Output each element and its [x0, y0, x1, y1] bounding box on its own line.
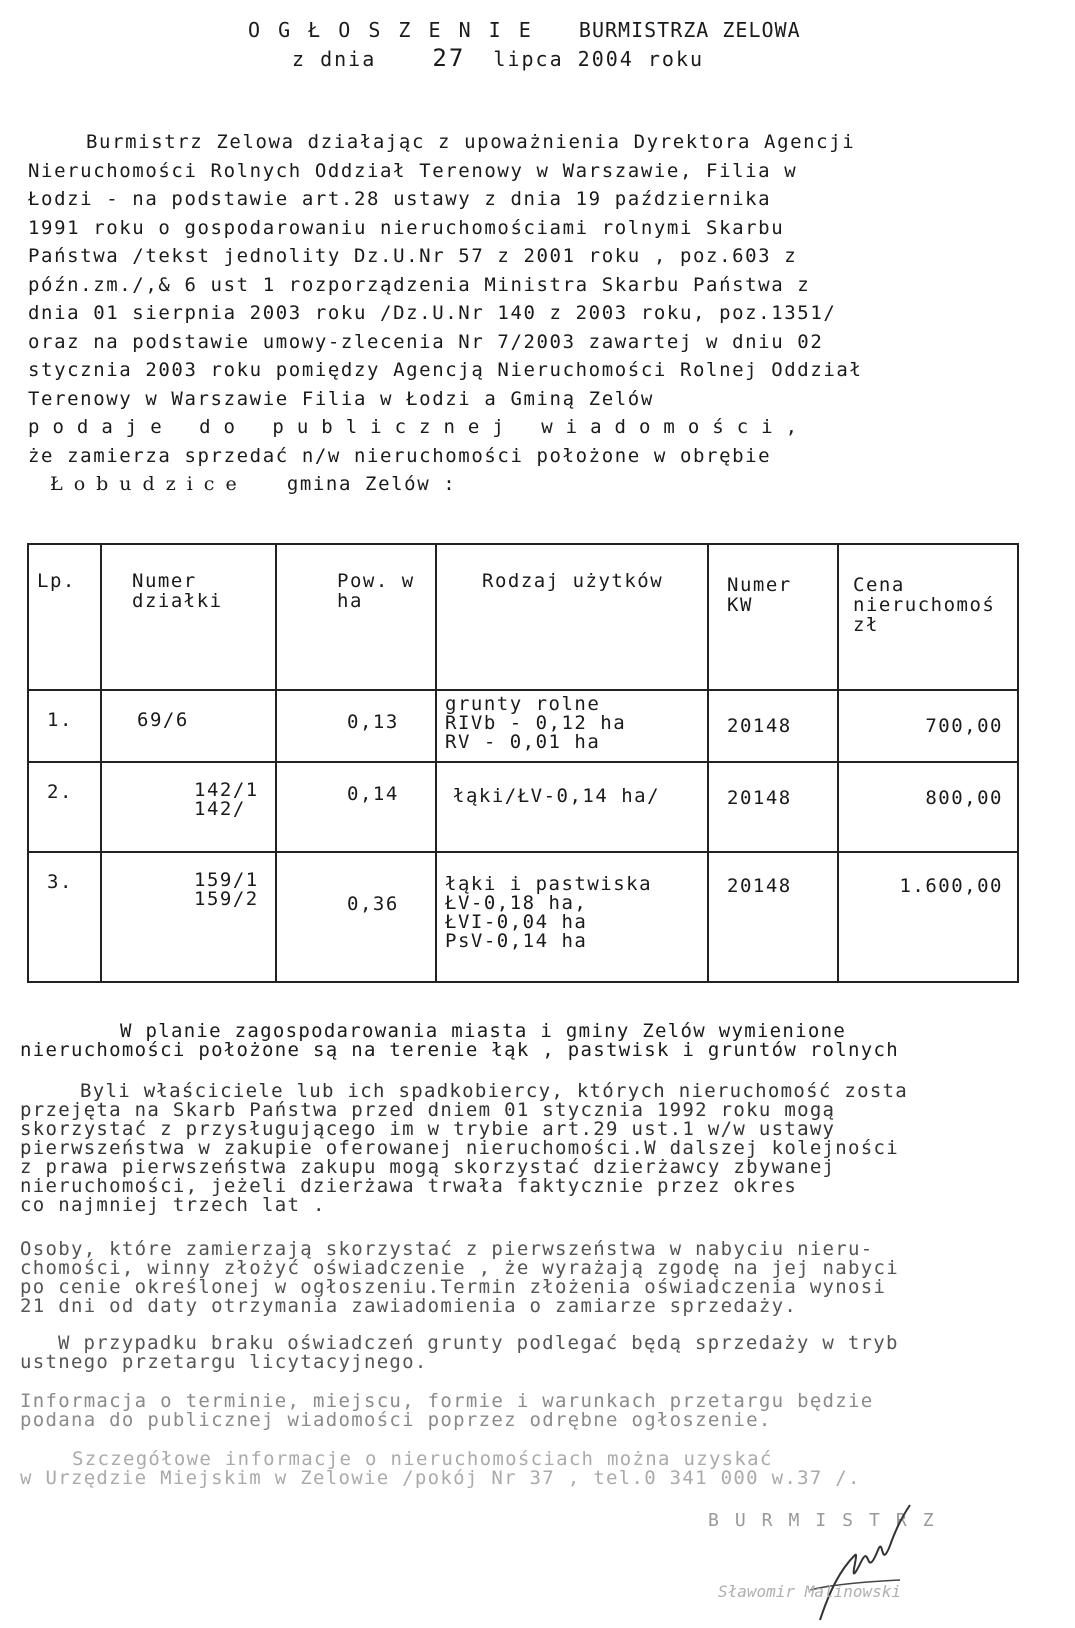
plan-paragraph	[20, 1022, 1060, 1060]
intro-line: Terenowy w Warszawie Filia w Łodzi a Gminą Zelów	[28, 387, 654, 410]
col-land-use: Rodzaj użytków	[436, 544, 708, 690]
auction-info-paragraph	[20, 1392, 1060, 1430]
row-area: 0,13	[276, 690, 436, 762]
signatory-name: Sławomir Malinowski	[718, 1582, 902, 1601]
land-use-line: RIVb - 0,12 ha	[445, 712, 627, 734]
land-use-line: ŁVI-0,04 ha	[445, 911, 588, 933]
row-parcel	[101, 690, 276, 762]
locality-name: Łobudzice	[50, 473, 248, 495]
date-suffix: lipca 2004 roku	[493, 47, 705, 71]
former-owners-paragraph	[20, 1082, 1060, 1215]
col-kw: Numer KW	[708, 544, 838, 690]
announcement-title-line	[248, 18, 801, 42]
row-land-use	[436, 852, 708, 982]
para-line: podana do publicznej wiadomości poprzez odrębne ogłoszenie.	[20, 1409, 772, 1431]
para-line: skorzystać z przysługującego im w trybie art.29 ust.1 w/w ustawy	[20, 1118, 836, 1140]
table-row	[28, 762, 1018, 852]
land-use-line: łąki i pastwiska	[445, 873, 653, 895]
intro-line: stycznia 2003 roku pomiędzy Agencją Nieruchomości Rolnej Oddział	[28, 359, 863, 381]
intro-line: oraz na podstawie umowy-zlecenia Nr 7/2003 zawartej w dniu 02	[28, 330, 824, 353]
contact-paragraph	[20, 1450, 1060, 1488]
intro-line: późn.zm./,& 6 ust 1 rozporządzenia Ministra Skarbu Państwa z	[28, 273, 811, 296]
handwritten-signature	[800, 1500, 920, 1625]
intro-line: Łodzi - na podstawie art.28 ustawy z dnia 19 października	[28, 188, 772, 210]
col-price: Cena nieruchomoś zł	[838, 544, 1018, 690]
intro-line: Nieruchomości Rolnych Oddział Terenowy w Warszawie, Filia w	[28, 159, 798, 182]
parcel-number: 69/6	[137, 709, 189, 731]
land-use-line: RV - 0,01 ha	[445, 731, 601, 753]
land-use-line: grunty rolne	[445, 693, 601, 715]
row-land-use	[436, 762, 708, 852]
para-line: W przypadku braku oświadczeń grunty podlegać będą sprzedaży w tryb	[58, 1332, 899, 1354]
parcels-table	[27, 543, 1019, 983]
parcel-number: 142/	[194, 798, 246, 820]
row-area: 0,36	[276, 852, 436, 982]
intro-line: Państwa /tekst jednolity Dz.U.Nr 57 z 2001 roku , poz.603 z	[28, 245, 798, 267]
land-use-line: PsV-0,14 ha	[445, 930, 588, 952]
announce-spaced: podaje do publicznej wiadomości,	[28, 416, 811, 438]
para-line: nieruchomości położone są na terenie łąk , pastwisk i gruntów rolnych	[20, 1039, 899, 1061]
para-line: Informacja o terminie, miejscu, formie i warunkach przetargu będzie	[20, 1390, 874, 1412]
para-line: ustnego przetargu licytacyjnego.	[20, 1351, 428, 1373]
para-line: Osoby, które zamierzają skorzystać z pierwszeństwa w nabyciu nieru-	[20, 1238, 874, 1260]
locality-gmina: gmina Zelów :	[286, 473, 457, 495]
parcel-number: 142/1	[194, 779, 259, 801]
table-row	[28, 852, 1018, 982]
no-declaration-paragraph	[20, 1334, 1060, 1372]
parcel-number: 159/1	[194, 869, 259, 891]
row-kw: 20148	[708, 852, 838, 982]
date-day: 27	[432, 44, 466, 72]
intro-line: 1991 roku o gospodarowaniu nieruchomościami rolnymi Skarbu	[28, 216, 785, 239]
issuer: BURMISTRZA ZELOWA	[578, 18, 801, 42]
land-use-line: ŁV-0,18 ha,	[445, 892, 588, 914]
date-prefix: z dnia	[292, 47, 377, 71]
row-land-use	[436, 690, 708, 762]
row-kw: 20148	[708, 762, 838, 852]
table-header-row	[28, 544, 1018, 690]
announce-line: że zamierza sprzedać n/w nieruchomości położone w obrębie	[28, 444, 772, 467]
table-row	[28, 690, 1018, 762]
locality-line	[28, 470, 988, 499]
row-kw: 20148	[708, 690, 838, 762]
para-line: Byli właściciele lub ich spadkobiercy, których nieruchomość zosta	[80, 1080, 909, 1102]
para-line: nieruchomości, jeżeli dzierżawa trwała faktycznie przez okres	[20, 1175, 798, 1197]
intro-line: dnia 01 sierpnia 2003 roku /Dz.U.Nr 140 z 2003 roku, poz.1351/	[28, 302, 837, 324]
signature-title: BURMISTRZ	[708, 1510, 950, 1531]
row-price: 700,00	[838, 690, 1018, 762]
row-price: 1.600,00	[838, 852, 1018, 982]
para-line: Szczegółowe informacje o nieruchomościach można uzyskać	[72, 1448, 773, 1470]
col-area: Pow. w ha	[276, 544, 436, 690]
row-area: 0,14	[276, 762, 436, 852]
persons-paragraph	[20, 1240, 1060, 1316]
para-line: w Urzędzie Miejskim w Zelowie /pokój Nr 37 , tel.0 341 000 w.37 /.	[20, 1467, 861, 1489]
row-lp: 3.	[28, 852, 101, 982]
para-line: z prawa pierwszeństwa zakupu mogą skorzystać dzierżawcy zbywanej	[20, 1156, 836, 1178]
announcement-date-line	[292, 44, 704, 72]
parcel-number: 159/2	[194, 888, 259, 910]
col-lp: Lp.	[28, 544, 101, 690]
intro-paragraph	[28, 128, 988, 499]
row-lp: 2.	[28, 762, 101, 852]
para-line: chomości, winny złożyć oświadczenie , że wyrażają zgodę na jej nabyci	[20, 1257, 899, 1279]
col-parcel: Numer działki	[101, 544, 276, 690]
row-lp: 1.	[28, 690, 101, 762]
para-line: W planie zagospodarowania miasta i gminy Zelów wymienione	[120, 1020, 847, 1042]
announcement-word: O G Ł O S Z E N I E	[248, 18, 534, 42]
land-use-line: łąki/ŁV-0,14 ha/	[453, 785, 661, 807]
para-line: 21 dni od daty otrzymania zawiadomienia o zamiarze sprzedaży.	[20, 1295, 798, 1317]
row-parcel	[101, 852, 276, 982]
intro-line: Burmistrz Zelowa działając z upoważnienia Dyrektora Agencji	[86, 131, 856, 153]
para-line: po cenie określonej w ogłoszeniu.Termin złożenia oświadczenia wynosi	[20, 1276, 887, 1298]
row-parcel	[101, 762, 276, 852]
para-line: co najmniej trzech lat .	[20, 1194, 326, 1216]
para-line: przejęta na Skarb Państwa przed dniem 01 stycznia 1992 roku mogą	[20, 1099, 836, 1121]
row-price: 800,00	[838, 762, 1018, 852]
para-line: pierwszeństwa w zakupie oferowanej nieruchomości.W dalszej kolejności	[20, 1137, 899, 1159]
